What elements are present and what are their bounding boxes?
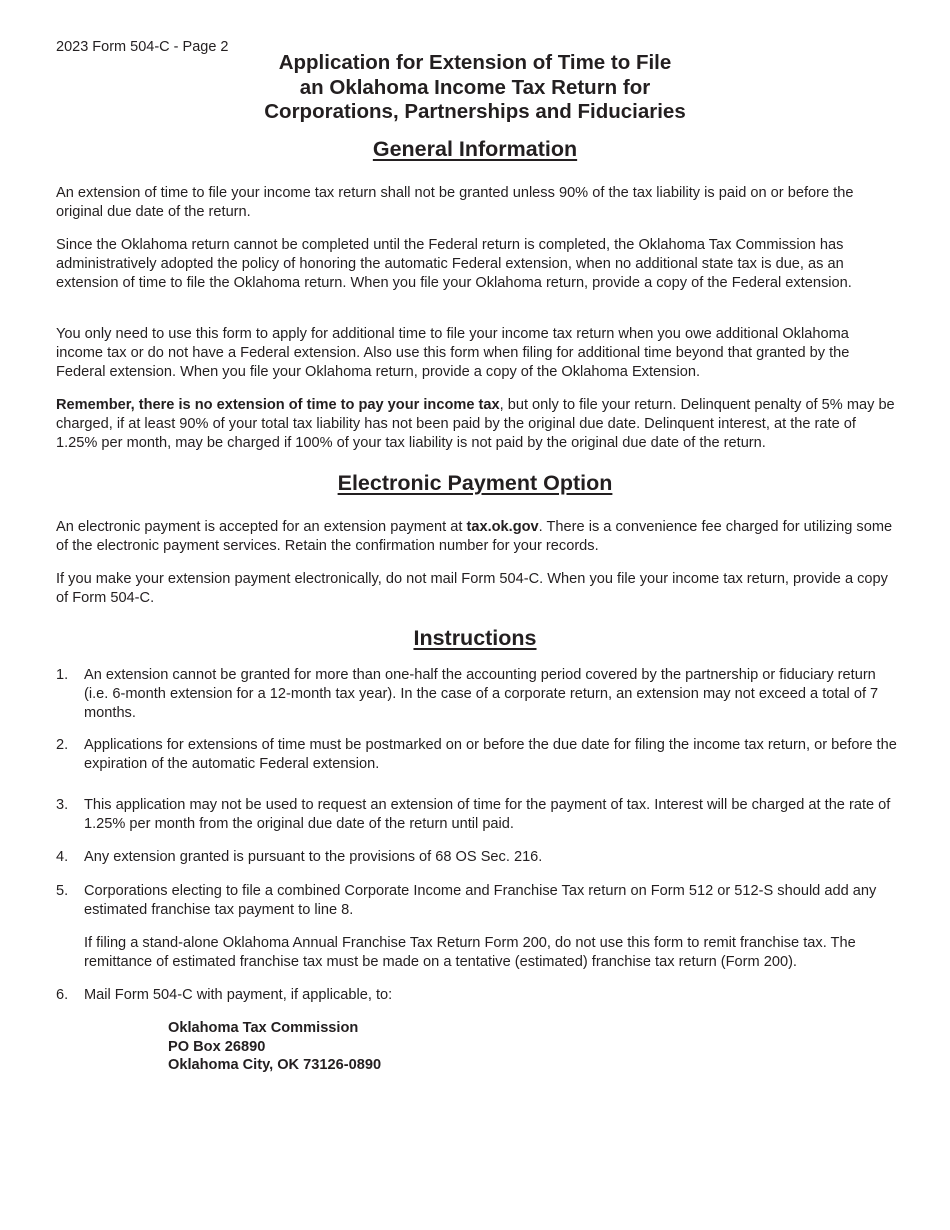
- instruction-item-2: [56, 736, 898, 774]
- general-information-heading: General Information: [372, 137, 578, 161]
- address-line: Oklahoma Tax Commission: [168, 1020, 359, 1036]
- payment-text-start: An electronic payment is accepted for an extension payment at: [56, 519, 467, 535]
- instruction-item-3: [56, 796, 898, 834]
- electronic-payment-heading: Electronic Payment Option: [337, 471, 613, 495]
- item-text: An extension cannot be granted for more than one-half the accounting period covered by the partnership or fiduciary return (i.e. 6-month extension for a 12-month tax year). In the case of a corporate return, an extension may not exceed a total of 7 months.: [84, 667, 879, 721]
- page-label: 2023 Form 504-C - Page 2: [56, 39, 229, 55]
- item-number: 6.: [56, 987, 69, 1003]
- electronic-payment-paragraph-1: [56, 518, 898, 556]
- penalty-text: , but only to file your return. Delinquent penalty of 5% may be charged, if at least 90% of your total tax liability has not been paid by the original due date. Delinquent interest, at the rate of 1.25% per month, may be charged if 100% of your tax liability is not paid by the original due date of the return.: [56, 397, 895, 451]
- item-number: 5.: [56, 883, 69, 899]
- general-info-paragraph-4: [56, 396, 898, 453]
- item-text: Corporations electing to file a combined Corporate Income and Franchise Tax return on Form 512 or 512-S should add any estimated franchise tax payment to line 8.: [84, 883, 877, 918]
- payment-text-end: . There is a convenience fee charged for utilizing some of the electronic payment services. Retain the confirmation number for your records.: [56, 519, 893, 554]
- electronic-payment-paragraph-2: If you make your extension payment electronically, do not mail Form 504-C. When you file your income tax return, provide a copy of Form 504-C.: [56, 571, 888, 606]
- instruction-item-6: [56, 986, 898, 1005]
- item-text: If filing a stand-alone Oklahoma Annual Franchise Tax Return Form 200, do not use this form to remit franchise tax. The remittance of estimated franchise tax must be made on a tentative (estimated) franchise tax return (Form 200).: [84, 935, 856, 970]
- item-number: 3.: [56, 797, 69, 813]
- instructions-heading: Instructions: [413, 626, 537, 650]
- form-title: [0, 51, 950, 125]
- instruction-item-4: [56, 848, 898, 867]
- instruction-item-5: [56, 882, 898, 920]
- instruction-item-5-continued: [56, 934, 898, 972]
- general-info-paragraph-2: Since the Oklahoma return cannot be completed until the Federal return is completed, the Oklahoma Tax Commission has administratively adopted the policy of honoring the automatic Federal extension, when no additional state tax is due, as an extension of time to file the Oklahoma return. When you file your Oklahoma return, provide a copy of the Federal extension.: [56, 237, 852, 291]
- remember-notice: Remember, there is no extension of time to pay your income tax: [56, 397, 500, 413]
- general-info-paragraph-1: An extension of time to file your income tax return shall not be granted unless 90% of the tax liability is paid on or before the original due date of the return.: [56, 185, 854, 220]
- tax-website-link[interactable]: tax.ok.gov: [466, 519, 539, 535]
- general-info-paragraph-3: You only need to use this form to apply for additional time to file your income tax return when you owe additional Oklahoma income tax or do not have a Federal extension. Also use this form when filing for additional time beyond that granted by the Federal extension. When you file your Oklahoma return, provide a copy of the Oklahoma Extension.: [56, 326, 850, 380]
- item-number: 4.: [56, 849, 69, 865]
- mailing-address: [168, 1019, 381, 1075]
- item-number: 1.: [56, 667, 69, 683]
- item-text: Applications for extensions of time must be postmarked on or before the due date for filing the income tax return, or before the expiration of the automatic Federal extension.: [84, 737, 897, 772]
- address-line: PO Box 26890: [168, 1038, 266, 1055]
- address-line: Oklahoma City, OK 73126-0890: [168, 1057, 382, 1073]
- item-text: This application may not be used to request an extension of time for the payment of tax. Interest will be charged at the rate of 1.25% per month from the original due date of the return until paid.: [84, 797, 891, 832]
- item-text: Any extension granted is pursuant to the provisions of 68 OS Sec. 216.: [84, 849, 543, 865]
- instruction-item-1: [56, 666, 898, 723]
- title-line: an Oklahoma Income Tax Return for: [299, 75, 651, 99]
- title-line: Corporations, Partnerships and Fiduciaries: [264, 100, 686, 123]
- item-text: Mail Form 504-C with payment, if applicable, to:: [84, 987, 393, 1003]
- item-number: 2.: [56, 737, 69, 753]
- title-line: Application for Extension of Time to File: [278, 51, 672, 74]
